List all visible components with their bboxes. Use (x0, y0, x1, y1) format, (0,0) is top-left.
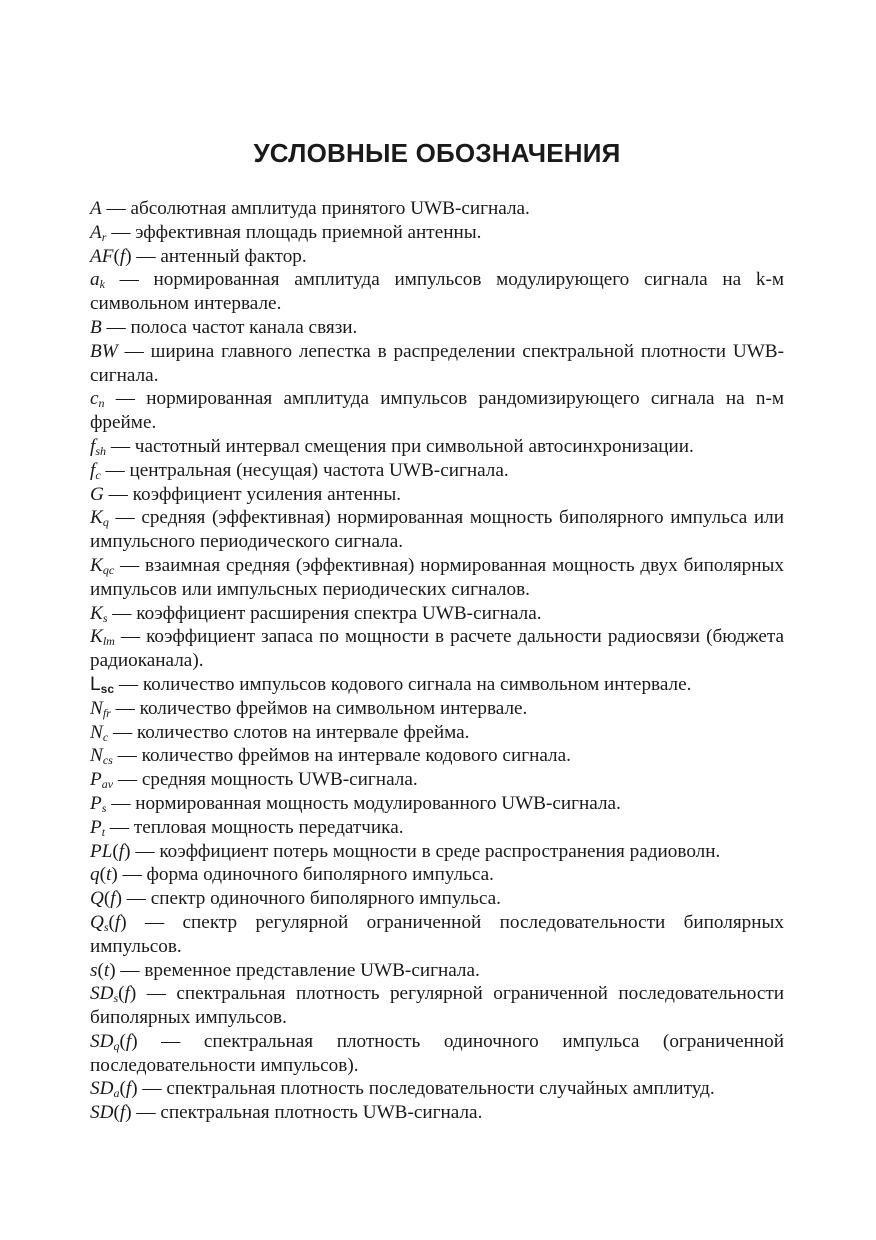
notation-entry (90, 1101, 784, 1125)
notation-definition: — средняя мощность UWB-сигнала. (113, 769, 418, 791)
notation-symbol: $f_c$ (90, 459, 101, 482)
notation-definition: — форма одиночного биполярного импульса. (117, 864, 494, 886)
notation-definition: — тепловая мощность передатчика. (105, 816, 404, 838)
notation-symbol: s(t) (90, 959, 116, 981)
notation-entry (90, 792, 784, 816)
notation-list (90, 197, 784, 1125)
notation-definition: — количество фреймов на символьном интервале. (110, 697, 528, 719)
notation-symbol: BW (90, 340, 118, 362)
notation-definition: — эффективная площадь приемной антенны. (106, 221, 482, 243)
notation-definition: — количество слотов на интервале фрейма. (108, 721, 470, 743)
notation-entry (90, 435, 784, 459)
notation-definition: — спектральная плотность регулярной ограниченной последовательности биполярных импульсов. (90, 983, 784, 1029)
notation-symbol: $L_{sc}$ (90, 673, 115, 696)
notation-symbol: $P_s$ (90, 792, 107, 815)
notation-symbol: $Q_s(f)$ (90, 911, 127, 934)
notation-symbol: $SD_a(f)$ (90, 1078, 138, 1101)
notation-entry (90, 387, 784, 435)
page (90, 136, 784, 1125)
notation-definition: — частотный интервал смещения при символьной автосинхронизации. (106, 435, 694, 457)
notation-symbol: $SD_s(f)$ (90, 983, 137, 1006)
notation-symbol: $SD_q(f)$ (90, 1030, 138, 1053)
notation-entry (90, 840, 784, 864)
notation-symbol: $A_r$ (90, 221, 107, 244)
notation-entry (90, 554, 784, 602)
notation-entry (90, 911, 784, 959)
notation-symbol: $N_c$ (90, 721, 109, 744)
notation-entry (90, 459, 784, 483)
notation-definition: — спектральная плотность последовательности случайных амплитуд. (137, 1078, 715, 1100)
notation-definition: — коэффициент расширения спектра UWB-сигнала. (107, 602, 542, 624)
notation-entry (90, 1030, 784, 1078)
notation-symbol: AF(f) (90, 245, 132, 267)
notation-entry (90, 483, 784, 507)
notation-symbol: $c_n$ (90, 388, 105, 411)
notation-entry (90, 816, 784, 840)
notation-entry (90, 316, 784, 340)
notation-symbol: $K_{qc}$ (90, 554, 115, 577)
notation-symbol: B (90, 316, 102, 338)
notation-entry (90, 697, 784, 721)
notation-definition: — спектральная плотность одиночного импульса (ограниченной последовательности импульсов). (90, 1030, 784, 1076)
notation-symbol: $N_{cs}$ (90, 745, 113, 768)
notation-definition: — нормированная амплитуда импульсов модулирующего сигнала на k-м символьном интервале. (90, 269, 784, 315)
notation-symbol: SD(f) (90, 1102, 132, 1124)
notation-definition: — нормированная амплитуда импульсов рандомизирующего сигнала на n-м фрейме. (90, 388, 784, 434)
notation-definition: — коэффициент запаса по мощности в расчете дальности радиосвязи (бюджета радиоканала). (90, 626, 784, 672)
notation-symbol: $N_{fr}$ (90, 697, 111, 720)
notation-entry (90, 744, 784, 768)
notation-entry (90, 221, 784, 245)
notation-definition: — спектр регулярной ограниченной последовательности биполярных импульсов. (90, 911, 784, 957)
notation-entry (90, 625, 784, 673)
notation-entry (90, 268, 784, 316)
notation-entry (90, 245, 784, 269)
notation-definition: — взаимная средняя (эффективная) нормированная мощность двух биполярных импульсов или импульсных периодических сигналов. (90, 554, 784, 600)
notation-symbol: A (90, 198, 102, 219)
notation-definition: — спектр одиночного биполярного импульса. (121, 888, 501, 910)
notation-entry (90, 887, 784, 911)
notation-entry (90, 506, 784, 554)
notation-symbol: G (90, 483, 104, 505)
notation-definition: — антенный фактор. (131, 245, 307, 267)
notation-entry (90, 673, 784, 697)
notation-entry (90, 602, 784, 626)
page-title: УСЛОВНЫЕ ОБОЗНАЧЕНИЯ (253, 138, 621, 168)
notation-definition: — средняя (эффективная) нормированная мощность биполярного импульса или импульсного периодического сигнала. (90, 507, 784, 553)
notation-symbol: $K_{lm}$ (90, 626, 115, 649)
notation-entry (90, 721, 784, 745)
notation-definition: — центральная (несущая) частота UWB-сигнала. (100, 459, 509, 481)
notation-entry (90, 340, 784, 388)
notation-symbol: $a_k$ (90, 269, 105, 292)
notation-definition: — абсолютная амплитуда принятого UWB-сигнала. (101, 198, 530, 219)
notation-symbol: $P_{av}$ (90, 769, 114, 792)
notation-definition: — количество фреймов на интервале кодового сигнала. (112, 745, 571, 767)
notation-symbol: q(t) (90, 864, 118, 886)
notation-entry (90, 959, 784, 983)
notation-entry (90, 197, 784, 221)
notation-symbol: $P_t$ (90, 816, 106, 839)
notation-symbol: PL(f) (90, 840, 131, 862)
notation-definition: — ширина главного лепестка в распределении спектральной плотности UWB-сигнала. (90, 340, 784, 386)
notation-symbol: $f_{sh}$ (90, 435, 107, 458)
notation-symbol: $K_q$ (90, 507, 109, 530)
notation-definition: — нормированная мощность модулированного UWB-сигнала. (106, 792, 621, 814)
notation-entry (90, 982, 784, 1030)
notation-definition: — полоса частот канала связи. (101, 316, 358, 338)
notation-entry (90, 1077, 784, 1101)
notation-symbol: $K_s$ (90, 602, 108, 625)
notation-symbol: Q(f) (90, 888, 122, 910)
notation-definition: — количество импульсов кодового сигнала на символьном интервале. (114, 673, 692, 695)
notation-definition: — временное представление UWB-сигнала. (115, 959, 480, 981)
notation-entry (90, 863, 784, 887)
notation-definition: — коэффициент потерь мощности в среде распространения радиоволн. (130, 840, 721, 862)
notation-definition: — коэффициент усиления антенны. (103, 483, 402, 505)
notation-definition: — спектральная плотность UWB-сигнала. (131, 1102, 483, 1124)
notation-entry (90, 768, 784, 792)
